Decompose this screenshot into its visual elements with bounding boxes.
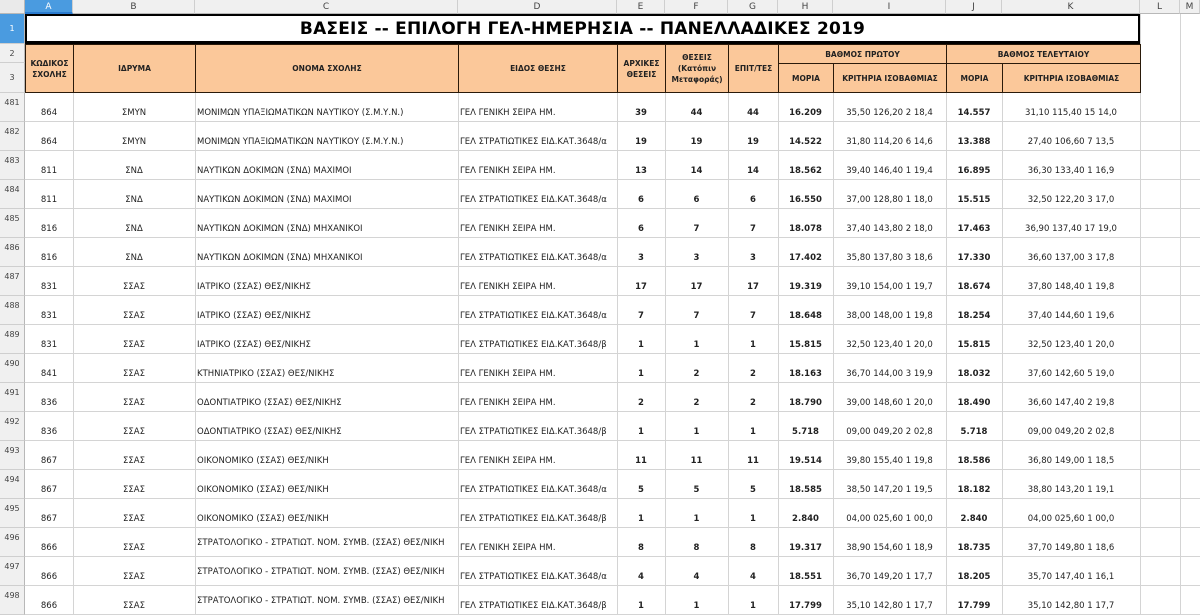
cell-initial-positions[interactable]: 1 bbox=[638, 601, 644, 611]
cell-school-code[interactable]: 831 bbox=[40, 340, 58, 350]
cell-position-type[interactable]: ΓΕΛ ΓΕΝΙΚΗ ΣΕΙΡΑ ΗΜ. bbox=[460, 456, 556, 466]
cell-positions-after-transfer[interactable]: 6 bbox=[693, 195, 700, 205]
cell-last-points[interactable]: 15.515 bbox=[957, 195, 991, 205]
cell-first-tiebreak[interactable]: 35,50 126,20 2 18,4 bbox=[846, 108, 933, 118]
cell-last-points[interactable]: 16.895 bbox=[957, 166, 991, 176]
cell-last-points[interactable]: 13.388 bbox=[957, 137, 991, 147]
cell-last-tiebreak[interactable]: 36,80 149,00 1 18,5 bbox=[1027, 456, 1115, 466]
cell-school-code[interactable]: 864 bbox=[40, 137, 58, 147]
cell-positions-after-transfer[interactable]: 14 bbox=[690, 166, 703, 176]
row-header[interactable]: 497 bbox=[0, 557, 25, 586]
cell-admitted[interactable]: 1 bbox=[750, 601, 756, 611]
cell-last-points[interactable]: 14.557 bbox=[957, 108, 991, 118]
cell-first-points[interactable]: 5.718 bbox=[792, 427, 819, 437]
cell-positions-after-transfer[interactable]: 2 bbox=[693, 369, 700, 379]
cell-positions-after-transfer[interactable]: 2 bbox=[693, 398, 700, 408]
cell-positions-after-transfer[interactable]: 3 bbox=[693, 253, 700, 263]
cell-last-tiebreak[interactable]: 31,10 115,40 15 14,0 bbox=[1025, 108, 1117, 118]
cell-first-points[interactable]: 18.551 bbox=[789, 572, 822, 582]
cell-school-code[interactable]: 831 bbox=[40, 311, 58, 321]
header-positions-after-transfer[interactable]: ΘΕΣΕΙΣ (Κατόπιν Μεταφοράς) bbox=[665, 44, 729, 93]
row-header[interactable]: 493 bbox=[0, 441, 25, 470]
column-header-a[interactable]: A bbox=[25, 0, 73, 14]
cell-admitted[interactable]: 44 bbox=[747, 108, 759, 118]
header-last-tiebreak[interactable]: ΚΡΙΤΗΡΙΑ ΙΣΟΒΑΘΜΙΑΣ bbox=[1002, 63, 1141, 93]
cell-last-tiebreak[interactable]: 37,60 142,60 5 19,0 bbox=[1027, 369, 1115, 379]
cell-position-type[interactable]: ΓΕΛ ΣΤΡΑΤΙΩΤΙΚΕΣ ΕΙΔ.ΚΑΤ.3648/β bbox=[460, 601, 607, 611]
cell-first-tiebreak[interactable]: 35,80 137,80 3 18,6 bbox=[846, 253, 933, 263]
cell-school-name[interactable]: ΙΑΤΡΙΚΟ (ΣΣΑΣ) ΘΕΣ/ΝΙΚΗΣ bbox=[197, 282, 311, 292]
cell-first-points[interactable]: 18.790 bbox=[789, 398, 822, 408]
cell-last-points[interactable]: 18.674 bbox=[957, 282, 991, 292]
cell-last-points[interactable]: 17.799 bbox=[957, 601, 991, 611]
table-row bbox=[25, 412, 1200, 441]
cell-positions-after-transfer[interactable]: 1 bbox=[693, 340, 700, 350]
cell-school-name[interactable]: ΙΑΤΡΙΚΟ (ΣΣΑΣ) ΘΕΣ/ΝΙΚΗΣ bbox=[197, 311, 311, 321]
cell-position-type[interactable]: ΓΕΛ ΣΤΡΑΤΙΩΤΙΚΕΣ ΕΙΔ.ΚΑΤ.3648/β bbox=[460, 514, 607, 524]
cell-first-tiebreak[interactable]: 09,00 049,20 2 02,8 bbox=[846, 427, 933, 437]
cell-admitted[interactable]: 17 bbox=[747, 282, 759, 292]
cell-school-name[interactable]: ΝΑΥΤΙΚΩΝ ΔΟΚΙΜΩΝ (ΣΝΔ) ΜΗΧΑΝΙΚΟΙ bbox=[197, 253, 363, 263]
cell-institution[interactable]: ΣΣΑΣ bbox=[123, 601, 145, 611]
cell-school-name[interactable]: ΣΤΡΑΤΟΛΟΓΙΚΟ - ΣΤΡΑΤΙΩΤ. ΝΟΜ. ΣΥΜΒ. (ΣΣΑΣ) ΘΕΣ/ΝΙΚΗ bbox=[197, 566, 445, 577]
cell-institution[interactable]: ΣΣΑΣ bbox=[123, 572, 145, 582]
cell-first-points[interactable]: 18.648 bbox=[789, 311, 822, 321]
cell-initial-positions[interactable]: 3 bbox=[638, 253, 644, 263]
cell-school-code[interactable]: 811 bbox=[40, 166, 58, 176]
cell-first-tiebreak[interactable]: 38,90 154,60 1 18,9 bbox=[846, 543, 933, 553]
column-header-l[interactable]: L bbox=[1140, 0, 1180, 14]
cell-positions-after-transfer[interactable]: 1 bbox=[693, 514, 700, 524]
cell-institution[interactable]: ΣΣΑΣ bbox=[123, 485, 145, 495]
cell-position-type[interactable]: ΓΕΛ ΓΕΝΙΚΗ ΣΕΙΡΑ ΗΜ. bbox=[460, 543, 556, 553]
cell-first-points[interactable]: 18.585 bbox=[789, 485, 822, 495]
cell-institution[interactable]: ΣΣΑΣ bbox=[123, 543, 145, 553]
cell-positions-after-transfer[interactable]: 44 bbox=[690, 108, 703, 118]
cell-positions-after-transfer[interactable]: 1 bbox=[693, 601, 700, 611]
cell-last-tiebreak[interactable]: 38,80 143,20 1 19,1 bbox=[1027, 485, 1115, 495]
cell-school-code[interactable]: 836 bbox=[40, 427, 58, 437]
cell-position-type[interactable]: ΓΕΛ ΓΕΝΙΚΗ ΣΕΙΡΑ ΗΜ. bbox=[460, 398, 556, 408]
cell-school-code[interactable]: 867 bbox=[40, 514, 58, 524]
column-header-f[interactable]: F bbox=[665, 0, 728, 14]
row-header[interactable]: 496 bbox=[0, 528, 25, 557]
cell-initial-positions[interactable]: 1 bbox=[638, 340, 644, 350]
cell-first-tiebreak[interactable]: 31,80 114,20 6 14,6 bbox=[846, 137, 933, 147]
table-row bbox=[25, 180, 1200, 209]
cell-last-tiebreak[interactable]: 37,80 148,40 1 19,8 bbox=[1027, 282, 1115, 292]
cell-school-code[interactable]: 864 bbox=[40, 108, 58, 118]
cell-first-tiebreak[interactable]: 37,00 128,80 1 18,0 bbox=[846, 195, 933, 205]
cell-first-tiebreak[interactable]: 04,00 025,60 1 00,0 bbox=[846, 514, 933, 524]
cell-first-points[interactable]: 18.078 bbox=[789, 224, 822, 234]
cell-admitted[interactable]: 2 bbox=[750, 369, 756, 379]
column-header-c[interactable]: C bbox=[195, 0, 458, 14]
cell-positions-after-transfer[interactable]: 1 bbox=[693, 427, 700, 437]
cell-admitted[interactable]: 7 bbox=[750, 224, 756, 234]
cell-institution[interactable]: ΣΝΔ bbox=[125, 166, 143, 176]
cell-school-code[interactable]: 867 bbox=[40, 456, 58, 466]
cell-first-points[interactable]: 16.550 bbox=[789, 195, 822, 205]
cell-school-code[interactable]: 816 bbox=[40, 253, 58, 263]
cell-school-name[interactable]: ΜΟΝΙΜΩΝ ΥΠΑΞΙΩΜΑΤΙΚΩΝ ΝΑΥΤΙΚΟΥ (Σ.Μ.Υ.Ν.) bbox=[197, 108, 404, 118]
cell-first-points[interactable]: 19.514 bbox=[789, 456, 822, 466]
cell-position-type[interactable]: ΓΕΛ ΣΤΡΑΤΙΩΤΙΚΕΣ ΕΙΔ.ΚΑΤ.3648/β bbox=[460, 340, 607, 350]
column-header-i[interactable]: I bbox=[833, 0, 946, 14]
cell-first-tiebreak[interactable]: 39,10 154,00 1 19,7 bbox=[846, 282, 933, 292]
cell-initial-positions[interactable]: 13 bbox=[635, 166, 647, 176]
cell-initial-positions[interactable]: 1 bbox=[638, 427, 644, 437]
cell-position-type[interactable]: ΓΕΛ ΣΤΡΑΤΙΩΤΙΚΕΣ ΕΙΔ.ΚΑΤ.3648/α bbox=[460, 195, 607, 205]
table-row bbox=[25, 93, 1200, 122]
header-last-grade[interactable]: ΒΑΘΜΟΣ ΤΕΛΕΥΤΑΙΟΥ bbox=[946, 44, 1141, 64]
cell-last-points[interactable]: 18.586 bbox=[957, 456, 991, 466]
cell-position-type[interactable]: ΓΕΛ ΓΕΝΙΚΗ ΣΕΙΡΑ ΗΜ. bbox=[460, 166, 556, 176]
cell-initial-positions[interactable]: 39 bbox=[635, 108, 647, 118]
cell-positions-after-transfer[interactable]: 5 bbox=[693, 485, 700, 495]
cell-positions-after-transfer[interactable]: 11 bbox=[690, 456, 703, 466]
cell-first-tiebreak[interactable]: 39,80 155,40 1 19,8 bbox=[846, 456, 933, 466]
cell-admitted[interactable]: 3 bbox=[750, 253, 756, 263]
cell-school-name[interactable]: ΝΑΥΤΙΚΩΝ ΔΟΚΙΜΩΝ (ΣΝΔ) ΜΑΧΙΜΟΙ bbox=[197, 195, 352, 205]
cell-last-points[interactable]: 18.032 bbox=[957, 369, 991, 379]
row-header[interactable]: 495 bbox=[0, 499, 25, 528]
cell-school-code[interactable]: 866 bbox=[40, 601, 58, 611]
header-institution[interactable]: ΙΔΡΥΜΑ bbox=[73, 44, 196, 93]
cell-initial-positions[interactable]: 11 bbox=[635, 456, 647, 466]
cell-positions-after-transfer[interactable]: 7 bbox=[693, 224, 700, 234]
table-row bbox=[25, 470, 1200, 499]
cell-school-code[interactable]: 831 bbox=[40, 282, 58, 292]
column-header-d[interactable]: D bbox=[458, 0, 617, 14]
cell-school-name[interactable]: ΟΙΚΟΝΟΜΙΚΟ (ΣΣΑΣ) ΘΕΣ/ΝΙΚΗ bbox=[197, 456, 329, 466]
cell-institution[interactable]: ΣΜΥΝ bbox=[121, 108, 147, 118]
cell-last-tiebreak[interactable]: 36,60 147,40 2 19,8 bbox=[1027, 398, 1115, 408]
row-header[interactable]: 491 bbox=[0, 383, 25, 412]
cell-position-type[interactable]: ΓΕΛ ΣΤΡΑΤΙΩΤΙΚΕΣ ΕΙΔ.ΚΑΤ.3648/α bbox=[460, 311, 607, 321]
column-header-e[interactable]: E bbox=[617, 0, 665, 14]
table-row bbox=[25, 122, 1200, 151]
cell-last-tiebreak[interactable]: 35,70 147,40 1 16,1 bbox=[1027, 572, 1115, 582]
cell-last-points[interactable]: 15.815 bbox=[957, 340, 991, 350]
cell-last-tiebreak[interactable]: 37,70 149,80 1 18,6 bbox=[1027, 543, 1115, 553]
cell-first-points[interactable]: 18.163 bbox=[789, 369, 822, 379]
cell-institution[interactable]: ΣΝΔ bbox=[125, 195, 143, 205]
cell-position-type[interactable]: ΓΕΛ ΓΕΝΙΚΗ ΣΕΙΡΑ ΗΜ. bbox=[460, 108, 556, 118]
cell-institution[interactable]: ΣΣΑΣ bbox=[123, 398, 145, 408]
row-header-1[interactable]: 1 bbox=[0, 14, 25, 44]
cell-first-points[interactable]: 14.522 bbox=[789, 137, 822, 147]
cell-positions-after-transfer[interactable]: 19 bbox=[690, 137, 703, 147]
cell-initial-positions[interactable]: 2 bbox=[638, 398, 644, 408]
cell-school-name[interactable]: ΟΔΟΝΤΙΑΤΡΙΚΟ (ΣΣΑΣ) ΘΕΣ/ΝΙΚΗΣ bbox=[197, 427, 342, 437]
cell-school-code[interactable]: 816 bbox=[40, 224, 58, 234]
table-row bbox=[25, 354, 1200, 383]
cell-institution[interactable]: ΣΝΔ bbox=[125, 253, 143, 263]
table-row bbox=[25, 325, 1200, 354]
cell-initial-positions[interactable]: 1 bbox=[638, 514, 644, 524]
row-header[interactable]: 486 bbox=[0, 238, 25, 267]
cell-school-code[interactable]: 836 bbox=[40, 398, 58, 408]
cell-first-points[interactable]: 15.815 bbox=[789, 340, 822, 350]
cell-last-tiebreak[interactable]: 36,90 137,40 17 19,0 bbox=[1025, 224, 1117, 234]
cell-position-type[interactable]: ΓΕΛ ΓΕΝΙΚΗ ΣΕΙΡΑ ΗΜ. bbox=[460, 224, 556, 234]
cell-last-tiebreak[interactable]: 32,50 123,40 1 20,0 bbox=[1027, 340, 1115, 350]
row-header[interactable]: 492 bbox=[0, 412, 25, 441]
cell-school-name[interactable]: ΣΤΡΑΤΟΛΟΓΙΚΟ - ΣΤΡΑΤΙΩΤ. ΝΟΜ. ΣΥΜΒ. (ΣΣΑΣ) ΘΕΣ/ΝΙΚΗ bbox=[197, 537, 445, 548]
cell-admitted[interactable]: 14 bbox=[747, 166, 759, 176]
cell-first-points[interactable]: 18.562 bbox=[789, 166, 822, 176]
cell-first-tiebreak[interactable]: 36,70 144,00 3 19,9 bbox=[846, 369, 933, 379]
row-header[interactable]: 481 bbox=[0, 93, 25, 122]
cell-institution[interactable]: ΣΣΑΣ bbox=[123, 282, 145, 292]
cell-last-tiebreak[interactable]: 09,00 049,20 2 02,8 bbox=[1027, 427, 1115, 437]
table-row bbox=[25, 499, 1200, 528]
cell-first-points[interactable]: 19.317 bbox=[789, 543, 822, 553]
table-row bbox=[25, 238, 1200, 267]
cell-initial-positions[interactable]: 7 bbox=[638, 311, 644, 321]
cell-last-points[interactable]: 18.735 bbox=[957, 543, 991, 553]
cell-last-tiebreak[interactable]: 04,00 025,60 1 00,0 bbox=[1027, 514, 1115, 524]
cell-positions-after-transfer[interactable]: 8 bbox=[693, 543, 700, 553]
column-header-h[interactable]: H bbox=[778, 0, 833, 14]
cell-positions-after-transfer[interactable]: 17 bbox=[690, 282, 703, 292]
cell-school-name[interactable]: ΟΔΟΝΤΙΑΤΡΙΚΟ (ΣΣΑΣ) ΘΕΣ/ΝΙΚΗΣ bbox=[197, 398, 342, 408]
cell-school-code[interactable]: 841 bbox=[40, 369, 58, 379]
row-header[interactable]: 482 bbox=[0, 122, 25, 151]
header-school-code[interactable]: ΚΩΔΙΚΟΣ ΣΧΟΛΗΣ bbox=[25, 44, 74, 93]
cell-admitted[interactable]: 7 bbox=[750, 311, 756, 321]
cell-institution[interactable]: ΣΣΑΣ bbox=[123, 456, 145, 466]
cell-initial-positions[interactable]: 19 bbox=[635, 137, 647, 147]
cell-admitted[interactable]: 6 bbox=[750, 195, 756, 205]
cell-admitted[interactable]: 1 bbox=[750, 427, 756, 437]
column-header-j[interactable]: J bbox=[946, 0, 1002, 14]
header-admitted[interactable]: ΕΠΙΤ/ΤΕΣ bbox=[728, 44, 779, 93]
select-all-corner[interactable] bbox=[0, 0, 25, 14]
cell-admitted[interactable]: 1 bbox=[750, 514, 756, 524]
cell-institution[interactable]: ΣΣΑΣ bbox=[123, 311, 145, 321]
cell-initial-positions[interactable]: 8 bbox=[638, 543, 644, 553]
cell-first-tiebreak[interactable]: 38,50 147,20 1 19,5 bbox=[846, 485, 933, 495]
header-first-points[interactable]: ΜΟΡΙΑ bbox=[778, 63, 834, 93]
cell-first-points[interactable]: 17.402 bbox=[789, 253, 822, 263]
cell-last-points[interactable]: 5.718 bbox=[960, 427, 988, 437]
cell-institution[interactable]: ΣΣΑΣ bbox=[123, 427, 145, 437]
cell-initial-positions[interactable]: 6 bbox=[638, 195, 644, 205]
cell-last-tiebreak[interactable]: 36,30 133,40 1 16,9 bbox=[1027, 166, 1115, 176]
cell-first-points[interactable]: 19.319 bbox=[789, 282, 822, 292]
cell-school-name[interactable]: ΙΑΤΡΙΚΟ (ΣΣΑΣ) ΘΕΣ/ΝΙΚΗΣ bbox=[197, 340, 311, 350]
cell-school-name[interactable]: ΚΤΗΝΙΑΤΡΙΚΟ (ΣΣΑΣ) ΘΕΣ/ΝΙΚΗΣ bbox=[197, 369, 335, 379]
cell-initial-positions[interactable]: 17 bbox=[635, 282, 647, 292]
cell-first-points[interactable]: 17.799 bbox=[789, 601, 822, 611]
row-header[interactable]: 498 bbox=[0, 586, 25, 615]
header-position-type[interactable]: ΕΙΔΟΣ ΘΕΣΗΣ bbox=[458, 44, 618, 93]
cell-school-name[interactable]: ΝΑΥΤΙΚΩΝ ΔΟΚΙΜΩΝ (ΣΝΔ) ΜΑΧΙΜΟΙ bbox=[197, 166, 352, 176]
cell-position-type[interactable]: ΓΕΛ ΣΤΡΑΤΙΩΤΙΚΕΣ ΕΙΔ.ΚΑΤ.3648/α bbox=[460, 137, 607, 147]
cell-last-points[interactable]: 18.182 bbox=[957, 485, 991, 495]
cell-position-type[interactable]: ΓΕΛ ΣΤΡΑΤΙΩΤΙΚΕΣ ΕΙΔ.ΚΑΤ.3648/α bbox=[460, 253, 607, 263]
cell-first-points[interactable]: 2.840 bbox=[792, 514, 819, 524]
table-row bbox=[25, 557, 1200, 586]
table-row bbox=[25, 209, 1200, 238]
cell-school-code[interactable]: 867 bbox=[40, 485, 58, 495]
cell-position-type[interactable]: ΓΕΛ ΓΕΝΙΚΗ ΣΕΙΡΑ ΗΜ. bbox=[460, 282, 556, 292]
column-header-g[interactable]: G bbox=[728, 0, 778, 14]
cell-last-points[interactable]: 17.330 bbox=[957, 253, 991, 263]
cell-first-tiebreak[interactable]: 38,00 148,00 1 19,8 bbox=[846, 311, 933, 321]
cell-last-points[interactable]: 18.254 bbox=[957, 311, 991, 321]
cell-first-tiebreak[interactable]: 39,00 148,60 1 20,0 bbox=[846, 398, 933, 408]
cell-admitted[interactable]: 11 bbox=[747, 456, 759, 466]
cell-position-type[interactable]: ΓΕΛ ΣΤΡΑΤΙΩΤΙΚΕΣ ΕΙΔ.ΚΑΤ.3648/β bbox=[460, 427, 607, 437]
cell-position-type[interactable]: ΓΕΛ ΣΤΡΑΤΙΩΤΙΚΕΣ ΕΙΔ.ΚΑΤ.3648/α bbox=[460, 572, 607, 582]
cell-first-tiebreak[interactable]: 37,40 143,80 2 18,0 bbox=[846, 224, 933, 234]
header-school-name[interactable]: ΟΝΟΜΑ ΣΧΟΛΗΣ bbox=[195, 44, 459, 93]
row-header[interactable]: 484 bbox=[0, 180, 25, 209]
row-header[interactable]: 488 bbox=[0, 296, 25, 325]
cell-last-tiebreak[interactable]: 35,10 142,80 1 17,7 bbox=[1027, 601, 1115, 611]
header-first-tiebreak[interactable]: ΚΡΙΤΗΡΙΑ ΙΣΟΒΑΘΜΙΑΣ bbox=[833, 63, 947, 93]
cell-first-tiebreak[interactable]: 36,70 149,20 1 17,7 bbox=[846, 572, 933, 582]
cell-school-name[interactable]: ΟΙΚΟΝΟΜΙΚΟ (ΣΣΑΣ) ΘΕΣ/ΝΙΚΗ bbox=[197, 514, 329, 524]
row-header[interactable]: 483 bbox=[0, 151, 25, 180]
cell-last-points[interactable]: 2.840 bbox=[960, 514, 988, 524]
column-header-k[interactable]: K bbox=[1002, 0, 1140, 14]
row-header[interactable]: 494 bbox=[0, 470, 25, 499]
cell-institution[interactable]: ΣΝΔ bbox=[125, 224, 143, 234]
cell-admitted[interactable]: 19 bbox=[747, 137, 759, 147]
cell-last-points[interactable]: 18.205 bbox=[957, 572, 991, 582]
cell-school-code[interactable]: 811 bbox=[40, 195, 58, 205]
column-header-b[interactable]: B bbox=[73, 0, 195, 14]
sheet-title[interactable]: ΒΑΣΕΙΣ -- ΕΠΙΛΟΓΗ ΓΕΛ-ΗΜΕΡΗΣΙΑ -- ΠΑΝΕΛΛΑΔΙΚΕΣ 2019 bbox=[25, 14, 1140, 44]
cell-last-tiebreak[interactable]: 37,40 144,60 1 19,6 bbox=[1027, 311, 1115, 321]
cell-initial-positions[interactable]: 1 bbox=[638, 369, 644, 379]
cell-first-tiebreak[interactable]: 39,40 146,40 1 19,4 bbox=[846, 166, 933, 176]
cell-institution[interactable]: ΣΜΥΝ bbox=[121, 137, 147, 147]
cell-institution[interactable]: ΣΣΑΣ bbox=[123, 369, 145, 379]
cell-first-tiebreak[interactable]: 32,50 123,40 1 20,0 bbox=[846, 340, 933, 350]
cell-school-name[interactable]: ΝΑΥΤΙΚΩΝ ΔΟΚΙΜΩΝ (ΣΝΔ) ΜΗΧΑΝΙΚΟΙ bbox=[197, 224, 363, 234]
cell-admitted[interactable]: 5 bbox=[750, 485, 756, 495]
cell-admitted[interactable]: 8 bbox=[750, 543, 756, 553]
header-last-points[interactable]: ΜΟΡΙΑ bbox=[946, 63, 1003, 93]
cell-position-type[interactable]: ΓΕΛ ΓΕΝΙΚΗ ΣΕΙΡΑ ΗΜ. bbox=[460, 369, 556, 379]
row-header-3[interactable]: 3 bbox=[0, 63, 25, 93]
cell-school-name[interactable]: ΣΤΡΑΤΟΛΟΓΙΚΟ - ΣΤΡΑΤΙΩΤ. ΝΟΜ. ΣΥΜΒ. (ΣΣΑΣ) ΘΕΣ/ΝΙΚΗ bbox=[197, 595, 445, 606]
table-row bbox=[25, 441, 1200, 470]
table-row bbox=[25, 267, 1200, 296]
cell-last-tiebreak[interactable]: 27,40 106,60 7 13,5 bbox=[1027, 137, 1115, 147]
cell-institution[interactable]: ΣΣΑΣ bbox=[123, 340, 145, 350]
cell-positions-after-transfer[interactable]: 7 bbox=[693, 311, 700, 321]
row-header[interactable]: 490 bbox=[0, 354, 25, 383]
table-row bbox=[25, 296, 1200, 325]
header-initial-positions[interactable]: ΑΡΧΙΚΕΣ ΘΕΣΕΙΣ bbox=[617, 44, 666, 93]
cell-school-code[interactable]: 866 bbox=[40, 543, 58, 553]
row-header-2[interactable]: 2 bbox=[0, 44, 25, 63]
cell-school-name[interactable]: ΜΟΝΙΜΩΝ ΥΠΑΞΙΩΜΑΤΙΚΩΝ ΝΑΥΤΙΚΟΥ (Σ.Μ.Υ.Ν.) bbox=[197, 137, 404, 147]
header-first-grade[interactable]: ΒΑΘΜΟΣ ΠΡΩΤΟΥ bbox=[778, 44, 947, 64]
row-header[interactable]: 489 bbox=[0, 325, 25, 354]
cell-school-code[interactable]: 866 bbox=[40, 572, 58, 582]
cell-school-name[interactable]: ΟΙΚΟΝΟΜΙΚΟ (ΣΣΑΣ) ΘΕΣ/ΝΙΚΗ bbox=[197, 485, 329, 495]
row-header[interactable]: 487 bbox=[0, 267, 25, 296]
cell-last-points[interactable]: 17.463 bbox=[957, 224, 991, 234]
table-row bbox=[25, 383, 1200, 412]
cell-initial-positions[interactable]: 5 bbox=[638, 485, 644, 495]
cell-last-tiebreak[interactable]: 36,60 137,00 3 17,8 bbox=[1027, 253, 1115, 263]
cell-admitted[interactable]: 1 bbox=[750, 340, 756, 350]
cell-admitted[interactable]: 2 bbox=[750, 398, 756, 408]
cell-initial-positions[interactable]: 6 bbox=[638, 224, 644, 234]
cell-institution[interactable]: ΣΣΑΣ bbox=[123, 514, 145, 524]
table-row bbox=[25, 151, 1200, 180]
column-header-m[interactable]: M bbox=[1180, 0, 1200, 14]
cell-last-tiebreak[interactable]: 32,50 122,20 3 17,0 bbox=[1027, 195, 1115, 205]
cell-initial-positions[interactable]: 4 bbox=[638, 572, 644, 582]
cell-admitted[interactable]: 4 bbox=[750, 572, 756, 582]
table-row bbox=[25, 586, 1200, 615]
cell-position-type[interactable]: ΓΕΛ ΣΤΡΑΤΙΩΤΙΚΕΣ ΕΙΔ.ΚΑΤ.3648/α bbox=[460, 485, 607, 495]
row-header[interactable]: 485 bbox=[0, 209, 25, 238]
cell-positions-after-transfer[interactable]: 4 bbox=[693, 572, 700, 582]
cell-first-points[interactable]: 16.209 bbox=[789, 108, 822, 118]
cell-first-tiebreak[interactable]: 35,10 142,80 1 17,7 bbox=[846, 601, 933, 611]
cell-last-points[interactable]: 18.490 bbox=[957, 398, 991, 408]
table-row bbox=[25, 528, 1200, 557]
